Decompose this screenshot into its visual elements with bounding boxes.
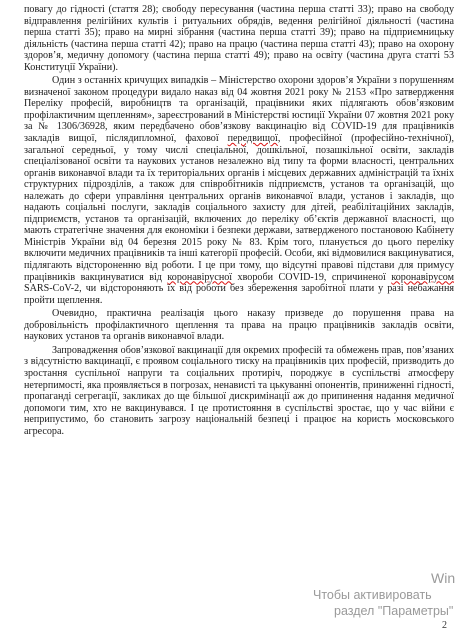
text-run: , професійної (професійно-технічної), загальної середньої, у тому числі спеціальної, дошкільної, позашкільної освіти, закладів спеціалізованої освіти та наукових установ незалежно від типу та форми власності, центральних органів виконавчої влади та їх територіальних органів і місцевих державних адміністрацій та їхніх структурних підрозділів, а також для співробітників підприємств, установ та організацій, що належать до сфери управління центральних органів виконавчої влади, установ і закладів, що надають соціальні послуги, закладів соціального захисту для дітей, реабілітаційних закладів, підприємств, установ та організацій, включених до переліку об’єктів державної власності, що мають стратегічне значення для економіки і безпеки держави, затвердженого постановою Кабінету Міністрів України від 04 березня 2015 року № 83. Крім того, планується до цього переліку включити медичних працівників та інші категорії професій. Особи, які відмовилися вакцинуватися, підлягають відстороненню від роботи. І це при тому, що відсутні правові підстави для примусу працівників вакцинуватися від [24,133,454,283]
paragraph-consequence: Очевидно, практична реалізація цього наказу призведе до порушення права на добровільність профілактичного щеплення та права на працю працівників закладів освіти, наукових установ та органів виконавчої влади. [24,308,454,343]
paragraph-social-pressure: Запровадження обов’язкової вакцинації для окремих професій та обмежень прав, пов’язаних з відсутністю вакцинації, є проявом соціального тиску на працівників цих професій, призводить до зростання суспільної напруги та соціальних протиріч, породжує в суспільстві атмосферу нетерпимості, яка проявляється в погрозах, ненависті та цькуванні опонентів, приниженні гідності, пропаганді сегрегації, закликах до ще більшої дискримінації аж до припинення надання медичної допомоги тим, хто не вакцинувався. І це протистояння в суспільстві зростає, що у час війни є неприпустимо, бо становить загрозу національній безпеці і працює на користь московського агресора. [24,344,454,437]
page-number: 2 [442,620,447,631]
watermark-line-3: раздел "Параметры" [334,604,454,618]
document-body [24,4,454,437]
spellcheck-word: коронавірусом [391,271,454,283]
text-run: SARS-CoV-2, чи відстороняють їх від роботи без збереження заробітної плати у разі небажання пройти щеплення. [24,283,454,306]
text-run: хвороби COVID-19, спричиненої [232,271,392,283]
watermark-line-1: Win [431,570,456,586]
paragraph-moh-order [24,75,454,306]
paragraph-rights-list: повагу до гідності (стаття 28); свободу пересування (частина перша статті 33); право на свободу відправлення релігійних культів і ритуальних обрядів, ведення релігійної діяльності (частина перша статті 35); право на мирні зібрання (частина перша статті 39); право на підприємницьку діяльність (частина перша статті 42); право на працю (частина перша статті 43); право на охорону здоров’я, медичну допомогу (частина перша статті 49); право на освіту (частина друга статті 53 Конституції України). [24,4,454,73]
text-run: Один з останніх кричущих випадків – Міністерство охорони здоров’я України з порушенням визначеної законом процедури видало наказ від 04 жовтня 2021 року № 2153 «Про затвердження Переліку професій, виробництв та організацій, працівники яких підлягають обов’язковим профілактичним щепленням», зареєстрований в Міністерстві юстиції України 07 жовтня 2021 року за № 1306/36928, яким передбачено обов’язкову вакцинацію від COVID-19 для працівників закладів вищої, післядипломної, фахової [24,75,454,145]
watermark-line-2: Чтобы активировать [313,588,432,602]
spellcheck-word: передвищої [227,133,278,145]
spellcheck-word: коронавірусної [167,271,233,283]
